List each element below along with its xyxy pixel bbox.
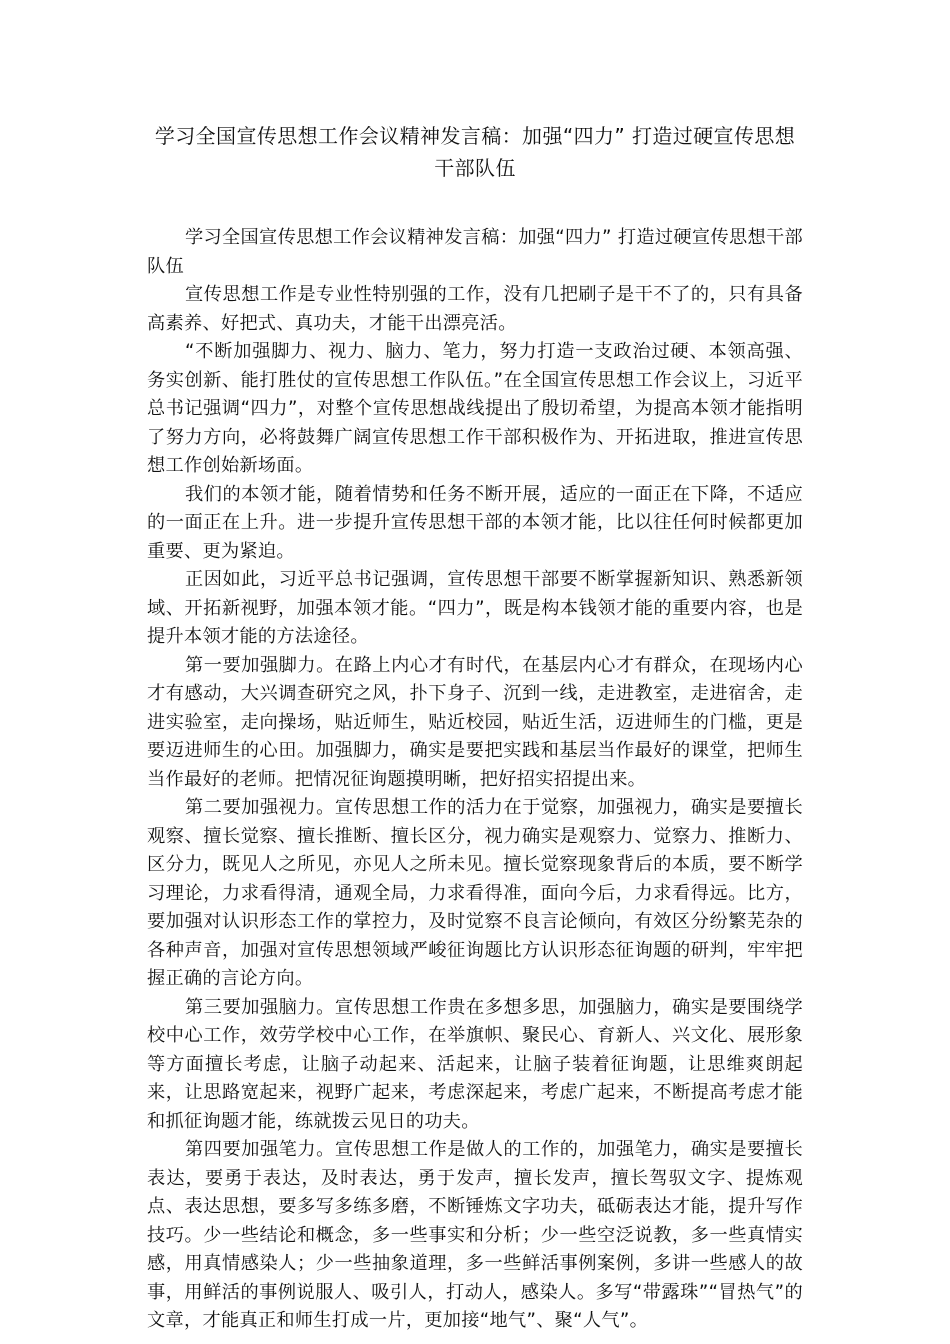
document-title: 学习全国宣传思想工作会议精神发言稿：加强“四力” 打造过硬宣传思想干部队伍 [154,124,796,180]
paragraph: 我们的本领才能，随着情势和任务不断开展，适应的一面正在下降，不适应的一面正在上升。进一步提升宣传思想干部的本领才能，比以往任何时候都更加重要、更为紧迫。 [147,483,803,562]
paragraph: 第四要加强笔力。宣传思想工作是做人的工作的，加强笔力，确实是要擅长表达，要勇于表达，及时表达，勇于发声，擅长发声，擅长驾驭文字、提炼观点、表达思想，要多写多练多磨，不断锤炼文字功夫，砥砺表达才能，提升写作技巧。少一些结论和概念，多一些事实和分析；少一些空泛说教，多一些真情实感，用真情感染人；少一些抽象道理，多一些鲜活事例案例，多讲一些感人的故事，用鲜活的事例说服人、吸引人，打动人，感染人。多写“带露珠”“冒热气”的文章，才能真正和师生打成一片，更加接“地气”、聚“人气”。 [147,1139,803,1331]
paragraph: 宣传思想工作是专业性特别强的工作，没有几把刷子是干不了的，只有具备高素养、好把式、真功夫，才能干出漂亮活。 [147,284,803,334]
paragraph: 学习全国宣传思想工作会议精神发言稿：加强“四力” 打造过硬宣传思想干部队伍 [147,227,803,277]
paragraph: 正因如此，习近平总书记强调，宣传思想干部要不断掌握新知识、熟悉新领域、开拓新视野，加强本领才能。“四力”，既是构本钱领才能的重要内容，也是提升本领才能的方法途径。 [147,569,803,647]
paragraph: 第二要加强视力。宣传思想工作的活力在于觉察，加强视力，确实是要擅长观察、擅长觉察、擅长推断、擅长区分，视力确实是观察力、觉察力、推断力、区分力，既见人之所见，亦见人之所未见。擅长觉察现象背后的本质，要不断学习理论，力求看得清，通观全局，力求看得准，面向今后，力求看得远。比方，要加强对认识形态工作的掌控力，及时觉察不良言论倾向，有效区分纷繁芜杂的各种声音，加强对宣传思想领域严峻征询题比方认识形态征询题的研判，牢牢把握正确的言论方向。 [147,797,803,989]
paragraph: 第三要加强脑力。宣传思想工作贵在多想多思，加强脑力，确实是要围绕学校中心工作，效劳学校中心工作，在举旗帜、聚民心、育新人、兴文化、展形象等方面擅长考虑，让脑子动起来、活起来，让脑子装着征询题，让思维爽朗起来，让思路宽起来，视野广起来，考虑深起来，考虑广起来，不断提高考虑才能和抓征询题才能，练就拨云见日的功夫。 [147,996,803,1132]
paragraph: 第一要加强脚力。在路上内心才有时代，在基层内心才有群众，在现场内心才有感动，大兴调查研究之风，扑下身子、沉到一线，走进教室，走进宿舍，走进实验室，走向操场，贴近师生，贴近校园，贴近生活，迈进师生的门槛，更是要迈进师生的心田。加强脚力，确实是要把实践和基层当作最好的课堂，把师生当作最好的老师。把情况征询题摸明晰，把好招实招提出来。 [147,654,803,790]
document-body [147,224,803,1336]
paragraph: “不断加强脚力、视力、脑力、笔力，努力打造一支政治过硬、本领高强、务实创新、能打胜仗的宣传思想工作队伍。”在全国宣传思想工作会议上，习近平总书记强调“四力”，对整个宣传思想战线提出了殷切希望，为提高本领才能指明了努力方向，必将鼓舞广阔宣传思想工作干部积极作为、开拓进取，推进宣传思想工作创始新场面。 [147,341,803,476]
